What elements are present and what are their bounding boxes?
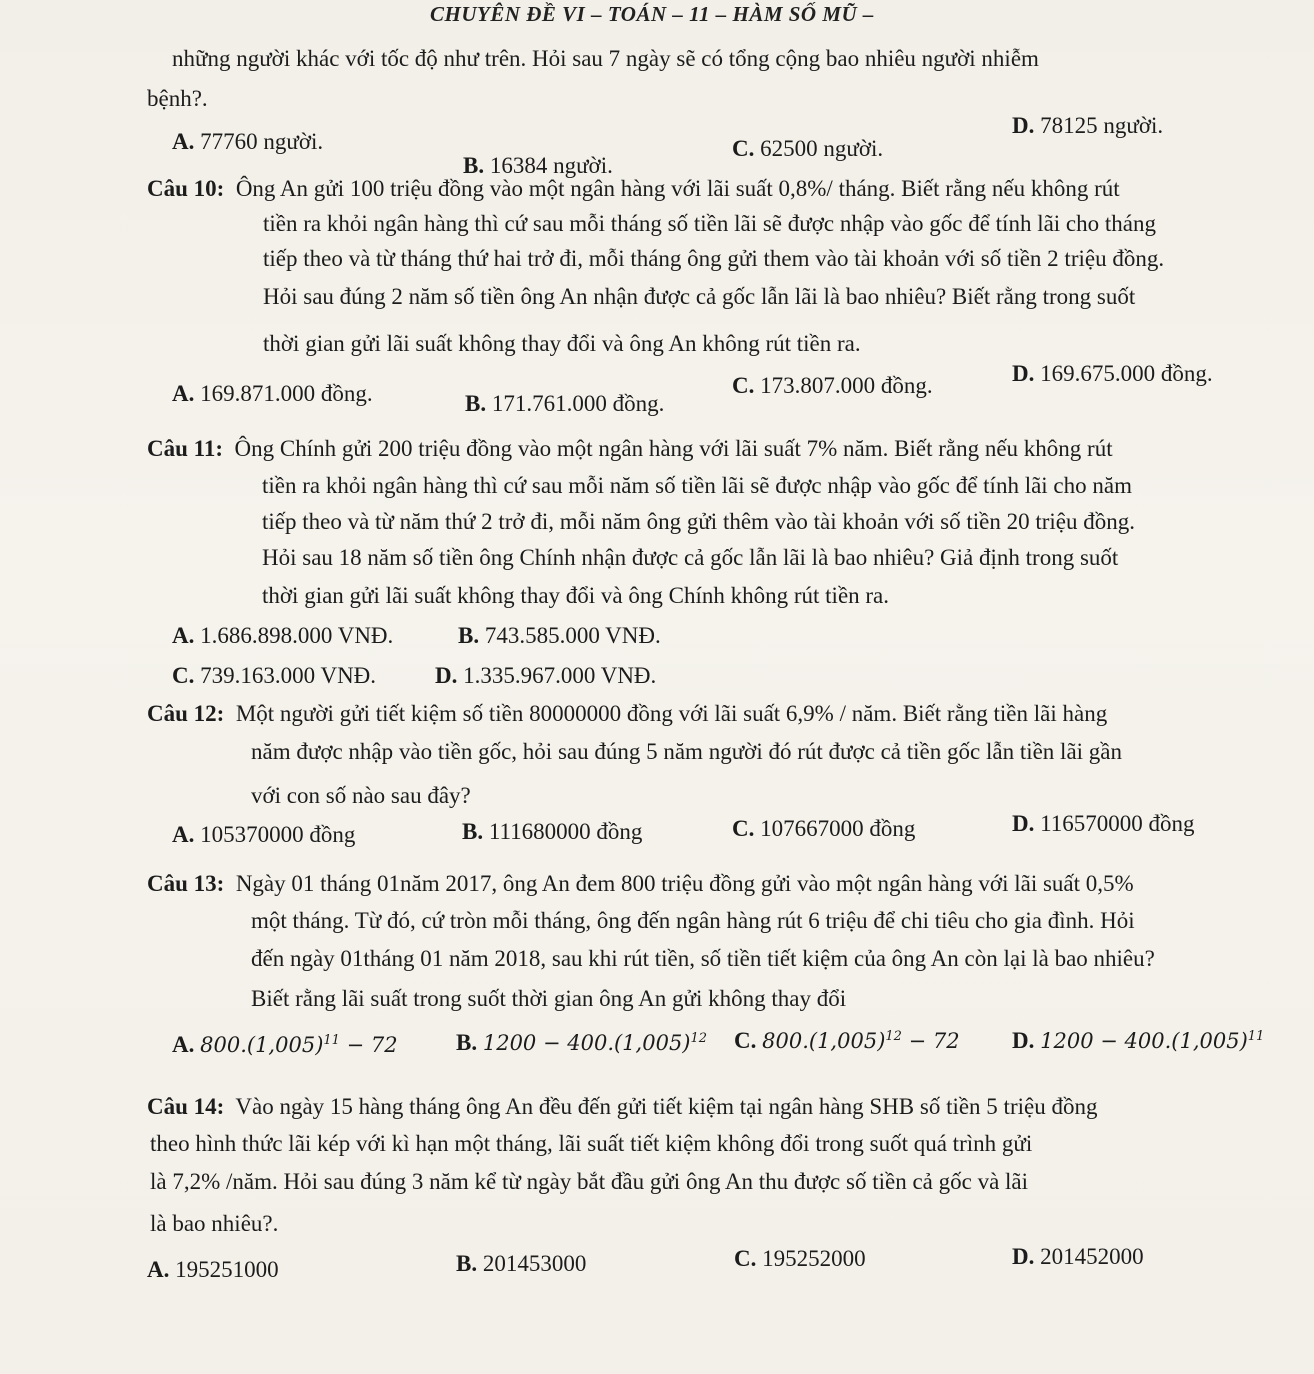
q14-label: Câu 14: (147, 1094, 225, 1119)
q12-option-c: C. 107667000 đồng (732, 816, 916, 841)
q13-line-2: một tháng. Từ đó, cứ tròn mỗi tháng, ông đến ngân hàng rút 6 triệu để chi tiêu cho gia đình. Hỏi (251, 908, 1135, 933)
q10-label: Câu 10: (147, 176, 225, 201)
q14-line-2: theo hình thức lãi kép với kì hạn một tháng, lãi suất tiết kiệm không đổi trong suốt quá trình gửi (150, 1131, 1033, 1156)
q13-option-c: C. $800.(1,005)^{12} - 72$ (734, 1028, 960, 1053)
q13-option-a: A. $800.(1,005)^{11} - 72$ (172, 1032, 398, 1057)
page-header: CHUYÊN ĐỀ VI – TOÁN – 11 – HÀM SỐ MŨ – (430, 2, 874, 26)
q11-line-3: tiếp theo và từ năm thứ 2 trở đi, mỗi năm ông gửi thêm vào tài khoản với số tiền 20 triệu đồng. (262, 509, 1135, 534)
q11-line-1: Câu 11: Ông Chính gửi 200 triệu đồng vào một ngân hàng với lãi suất 7% năm. Biết rằng nếu không rút (147, 436, 1113, 461)
q10-option-a: A. 169.871.000 đồng. (172, 381, 373, 406)
q9-line-1: những người khác với tốc độ như trên. Hỏi sau 7 ngày sẽ có tổng cộng bao nhiêu người nhiễm (172, 46, 1039, 71)
q12-label: Câu 12: (147, 701, 225, 726)
q13-line-4: Biết rằng lãi suất trong suốt thời gian ông An gửi không thay đổi (251, 986, 847, 1011)
q9-line-2: bệnh?. (147, 86, 208, 111)
q11-line-5: thời gian gửi lãi suất không thay đổi và ông Chính không rút tiền ra. (262, 583, 890, 608)
q10-line-3: tiếp theo và từ tháng thứ hai trở đi, mỗi tháng ông gửi them vào tài khoản với số tiền 2 triệu đồng. (263, 246, 1165, 271)
q9-option-b: B. 16384 người. (463, 153, 613, 178)
q14-line-1: Câu 14: Vào ngày 15 hàng tháng ông An đều đến gửi tiết kiệm tại ngân hàng SHB số tiền 5 triệu đồng (147, 1094, 1098, 1119)
q14-option-d: D. 201452000 (1012, 1244, 1144, 1269)
q10-line-5: thời gian gửi lãi suất không thay đổi và ông An không rút tiền ra. (263, 331, 861, 356)
q14-option-a: A. 195251000 (147, 1257, 279, 1282)
q12-line-2: năm được nhập vào tiền gốc, hỏi sau đúng 5 năm người đó rút được cả tiền gốc lẫn tiền lãi gần (251, 739, 1123, 764)
q10-line-2: tiền ra khỏi ngân hàng thì cứ sau mỗi tháng số tiền lãi sẽ được nhập vào gốc để tính lãi cho tháng (263, 211, 1156, 236)
q12-option-b: B. 111680000 đồng (462, 819, 643, 844)
q13-option-b: B. $1200 - 400.(1,005)^{12}$ (456, 1030, 708, 1055)
q13-option-d: D. $1200 - 400.(1,005)^{11}$ (1012, 1028, 1265, 1053)
q12-option-a: A. 105370000 đồng (172, 822, 356, 847)
q11-option-d: D. 1.335.967.000 VNĐ. (435, 663, 657, 688)
q11-option-b: B. 743.585.000 VNĐ. (458, 623, 661, 648)
q9-option-a: A. 77760 người. (172, 129, 324, 154)
q10-line-1: Câu 10: Ông An gửi 100 triệu đồng vào một ngân hàng với lãi suất 0,8%/ tháng. Biết rằng nếu không rút (147, 176, 1120, 201)
q14-option-c: C. 195252000 (734, 1246, 866, 1271)
q11-label: Câu 11: (147, 436, 224, 461)
q13-label: Câu 13: (147, 871, 225, 896)
q14-line-4: là bao nhiêu?. (150, 1211, 279, 1236)
q9-option-c: C. 62500 người. (732, 136, 884, 161)
q11-option-a: A. 1.686.898.000 VNĐ. (172, 623, 394, 648)
q10-option-b: B. 171.761.000 đồng. (465, 391, 665, 416)
q10-line-4: Hỏi sau đúng 2 năm số tiền ông An nhận được cả gốc lẫn lãi là bao nhiêu? Biết rằng trong suốt (263, 284, 1136, 309)
q11-line-2: tiền ra khỏi ngân hàng thì cứ sau mỗi năm số tiền lãi sẽ được nhập vào gốc để tính lãi cho năm (262, 473, 1132, 498)
q13-line-3: đến ngày 01tháng 01 năm 2018, sau khi rút tiền, số tiền tiết kiệm của ông An còn lại là bao nhiêu? (251, 946, 1155, 971)
q13-line-1: Câu 13: Ngày 01 tháng 01năm 2017, ông An đem 800 triệu đồng gửi vào một ngân hàng với lãi suất 0,5% (147, 871, 1134, 896)
q10-option-c: C. 173.807.000 đồng. (732, 373, 933, 398)
q10-option-d: D. 169.675.000 đồng. (1012, 361, 1213, 386)
q9-option-d: D. 78125 người. (1012, 113, 1164, 138)
q12-line-1: Câu 12: Một người gửi tiết kiệm số tiền 80000000 đồng với lãi suất 6,9% / năm. Biết rằng tiền lãi hàng (147, 701, 1108, 726)
q11-line-4: Hỏi sau 18 năm số tiền ông Chính nhận được cả gốc lẫn lãi là bao nhiêu? Giả định trong suốt (262, 545, 1119, 570)
q12-line-3: với con số nào sau đây? (251, 783, 471, 808)
q11-option-c: C. 739.163.000 VNĐ. (172, 663, 377, 688)
q14-option-b: B. 201453000 (456, 1251, 587, 1276)
q12-option-d: D. 116570000 đồng (1012, 811, 1195, 836)
q14-line-3: là 7,2% /năm. Hỏi sau đúng 3 năm kể từ ngày bắt đầu gửi ông An thu được số tiền cả gốc và lãi (150, 1169, 1029, 1194)
